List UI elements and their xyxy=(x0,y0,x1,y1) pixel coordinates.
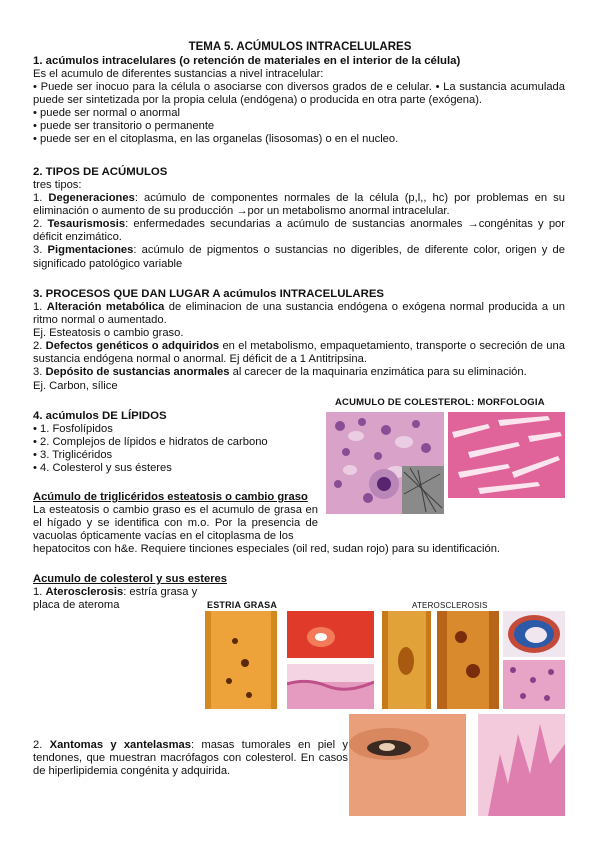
atherosclerosis-photo-2 xyxy=(437,611,499,709)
item-text: : acúmulo de pigmentos o sustancias no digeribles, de diferente color, origen y de significado patológico variable xyxy=(33,244,565,270)
section-1-bullet: • puede ser normal o anormal xyxy=(33,107,180,120)
section-3-item xyxy=(33,301,565,327)
xanthelasma-photo xyxy=(349,714,466,816)
figure-caption: ATEROSCLEROSIS xyxy=(412,601,488,610)
section-1-bullet: • Puede ser inocuo para la célula o asociarse con diversos grados de e celular. • La sustancia acumulada puede ser sintetizada por la propia celula (endógena) o producida en otra parte (exógena). xyxy=(33,81,565,107)
item-number: 2. xyxy=(33,218,48,231)
section-3-item xyxy=(33,366,565,379)
section-1-bullet: • puede ser transitorio o permanente xyxy=(33,120,215,133)
item-text: de eliminacion de una sustancia endógena o exógena normal producida a un ritmo normal o aumentado. xyxy=(33,301,565,327)
cholesterol-item xyxy=(33,586,198,612)
section-2-intro: tres tipos: xyxy=(33,179,82,191)
section-3-example: Ej. Esteatosis o cambio graso. xyxy=(33,327,184,340)
section-4 xyxy=(33,410,318,475)
item-text: : masas tumorales en piel y tendones, que muestran macrófagos con colesterol. En casos de hiperlipidemia congénita y adquirida. xyxy=(33,739,348,778)
item-term: Defectos genéticos o adquiridos xyxy=(45,340,220,353)
section-1-bullet: • puede ser en el citoplasma, en las organelas (lisosomas) o en el nucleo. xyxy=(33,133,399,146)
item-term: Degeneraciones xyxy=(48,192,135,205)
item-number: 2. xyxy=(33,739,50,751)
atheroma-micrograph xyxy=(503,660,565,709)
triglycerides-text: hepatocitos con h&e. Requiere tinciones especiales (oil red, sudan rojo) para su identificación. xyxy=(33,543,501,556)
lipid-item: • 1. Fosfolípidos xyxy=(33,423,113,435)
section-3 xyxy=(33,288,565,393)
section-2 xyxy=(33,166,565,271)
item-text: : enfermedades secundarias a acúmulo de sustancias anormales →congénitas y por déficit enzimático. xyxy=(33,218,565,244)
triglycerides-heading: Acúmulo de triglicéridos esteatosis o cambio graso xyxy=(33,491,308,503)
item-term: Pigmentaciones xyxy=(47,244,134,257)
cholesterol-item xyxy=(33,739,348,778)
artery-cross-section xyxy=(503,611,565,657)
xanthoma-micrograph xyxy=(478,714,565,816)
figure-caption: ACUMULO DE COLESTEROL: MORFOLOGIA xyxy=(335,397,545,408)
section-2-heading: 2. TIPOS DE ACÚMULOS xyxy=(33,166,168,178)
section-4-heading: 4. acúmulos DE LÍPIDOS xyxy=(33,410,167,422)
item-text: al carecer de la maquinaria enzimática para su eliminación. xyxy=(229,366,527,379)
cholesterol-clefts-micrograph xyxy=(448,412,565,498)
page-title: TEMA 5. ACÚMULOS INTRACELULARES xyxy=(188,41,412,53)
item-term: Xantomas y xantelasmas xyxy=(49,739,192,751)
section-2-item xyxy=(33,192,565,218)
item-number: 3. xyxy=(33,244,48,257)
triglycerides-section xyxy=(33,491,565,556)
lipid-item: • 2. Complejos de lípidos e hidratos de carbono xyxy=(33,436,268,449)
item-number: 1. xyxy=(33,301,47,313)
section-1-heading: 1. acúmulos intracelulares (o retención de materiales en el interior de la célula) xyxy=(33,55,461,67)
fatty-streak-micrograph xyxy=(287,664,374,709)
item-term: Alteración metabólica xyxy=(46,301,165,313)
item-number: 2. xyxy=(33,340,46,353)
lipid-item: • 4. Colesterol y sus ésteres xyxy=(33,462,172,475)
lipid-item: • 3. Triglicéridos xyxy=(33,449,113,462)
item-text: : estría grasa y placa de ateroma xyxy=(33,586,198,612)
section-3-heading: 3. PROCESOS QUE DAN LUGAR A acúmulos INTRACELULARES xyxy=(33,288,385,300)
section-1 xyxy=(33,55,565,147)
item-term: Tesaurismosis xyxy=(47,218,126,231)
item-number: 1. xyxy=(33,192,49,205)
section-1-intro: Es el acumulo de diferentes sustancias a nivel intracelular: xyxy=(33,68,324,80)
section-2-item xyxy=(33,244,565,270)
item-text: : acúmulo de componentes normales de la célula (p,l,, hc) por problemas en su eliminación o aumento de su producción →por un metabolismo anormal intracelular. xyxy=(33,192,565,218)
item-term: Aterosclerosis xyxy=(45,586,124,599)
fatty-streak-closeup xyxy=(287,611,374,658)
item-number: 1. xyxy=(33,586,46,599)
item-term: Depósito de sustancias anormales xyxy=(45,366,230,379)
atherosclerosis-photo-1 xyxy=(382,611,431,709)
section-3-example: Ej. Carbon, sílice xyxy=(33,379,118,392)
cholesterol-heading: Acumulo de colesterol y sus esteres xyxy=(33,573,227,585)
figure-caption: ESTRIA GRASA xyxy=(207,600,278,610)
triglycerides-text: La esteatosis o cambio graso es el acumulo de grasa en el hígado y se identifica con m.o. Por la presencia de vacuolas ópticamente vacías en el citoplasma de los xyxy=(33,504,318,543)
xanthoma-section xyxy=(33,739,348,778)
item-number: 3. xyxy=(33,366,46,379)
section-2-item xyxy=(33,218,565,244)
item-text: en el metabolismo, empaquetamiento, transporte o secreción de una sustancia endógena normal o anormal. Ej déficit de a 1 Antitripsina. xyxy=(33,340,565,366)
fatty-streak-photo xyxy=(205,611,277,709)
section-3-item xyxy=(33,340,565,366)
